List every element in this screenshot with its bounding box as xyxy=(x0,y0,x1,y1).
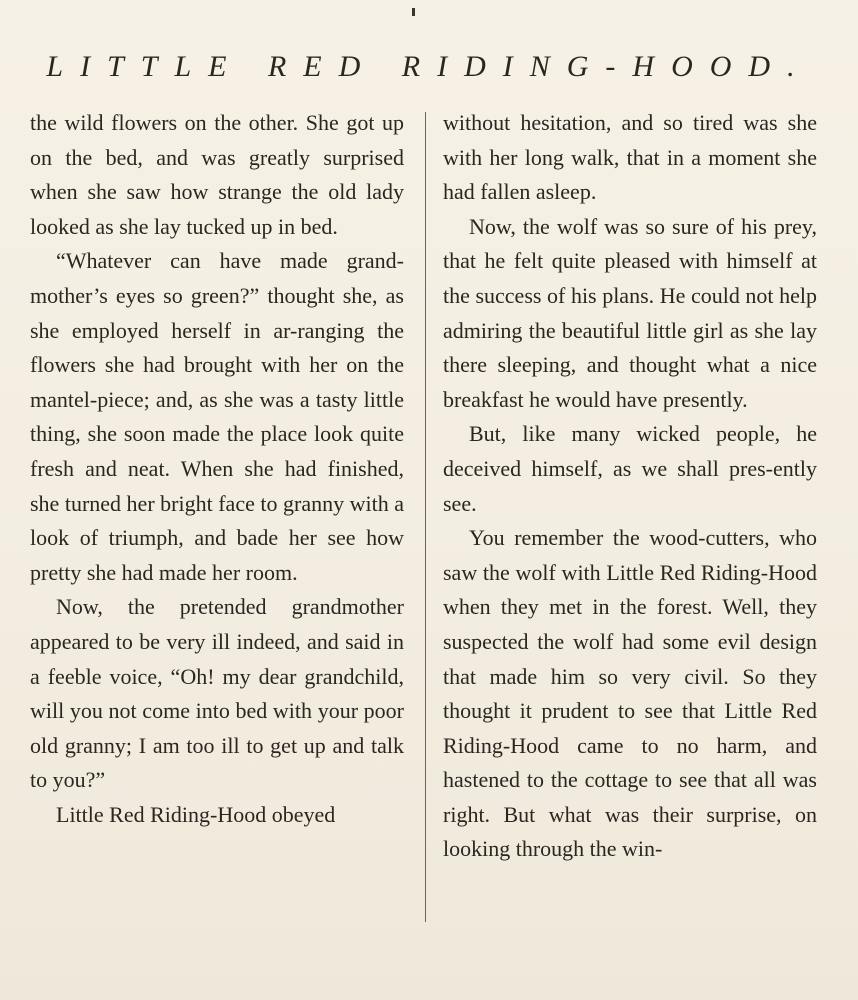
paragraph: “Whatever can have made grand-mother’s eyes so green?” thought she, as she employed herself in ar-ranging the flowers she had brought with her on the mantel-piece; and, as she was a tasty little thing, she soon made the place look quite fresh and neat. When she had finished, she turned her bright face to granny with a look of triumph, and bade her see how pretty she had made her room. xyxy=(30,248,404,585)
paragraph: the wild flowers on the other. She got up on the bed, and was greatly surprised when she saw how strange the old lady looked as she lay tucked up in bed. xyxy=(30,110,404,239)
paragraph: without hesitation, and so tired was she with her long walk, that in a moment she had fallen asleep. xyxy=(443,110,817,205)
paragraph: You remember the wood-cutters, who saw the wolf with Little Red Riding-Hood when they met in the forest. Well, they suspected the wolf had some evil design that made him so very civil. So they thought it prudent to see that Little Red Riding-Hood came to no harm, and hastened to the cottage to see that all was right. But what was their surprise, on looking through the win- xyxy=(443,525,817,862)
right-column xyxy=(443,106,817,867)
paragraph: Now, the pretended grandmother appeared to be very ill indeed, and said in a feeble voice, “Oh! my dear grandchild, will you not come into bed with your poor old granny; I am too ill to get up and talk to you?” xyxy=(30,594,404,793)
paragraph: But, like many wicked people, he deceived himself, as we shall pres-ently see. xyxy=(443,421,817,516)
left-column xyxy=(30,106,404,832)
paragraph: Now, the wolf was so sure of his prey, that he felt quite pleased with himself at the success of his plans. He could not help admiring the beautiful little girl as she lay there sleeping, and thought what a nice breakfast he would have presently. xyxy=(443,213,817,412)
page-mark xyxy=(412,8,415,16)
column-divider xyxy=(425,112,426,922)
running-title: LITTLE RED RIDING-HOOD. xyxy=(46,50,812,83)
paragraph: Little Red Riding-Hood obeyed xyxy=(56,801,336,827)
